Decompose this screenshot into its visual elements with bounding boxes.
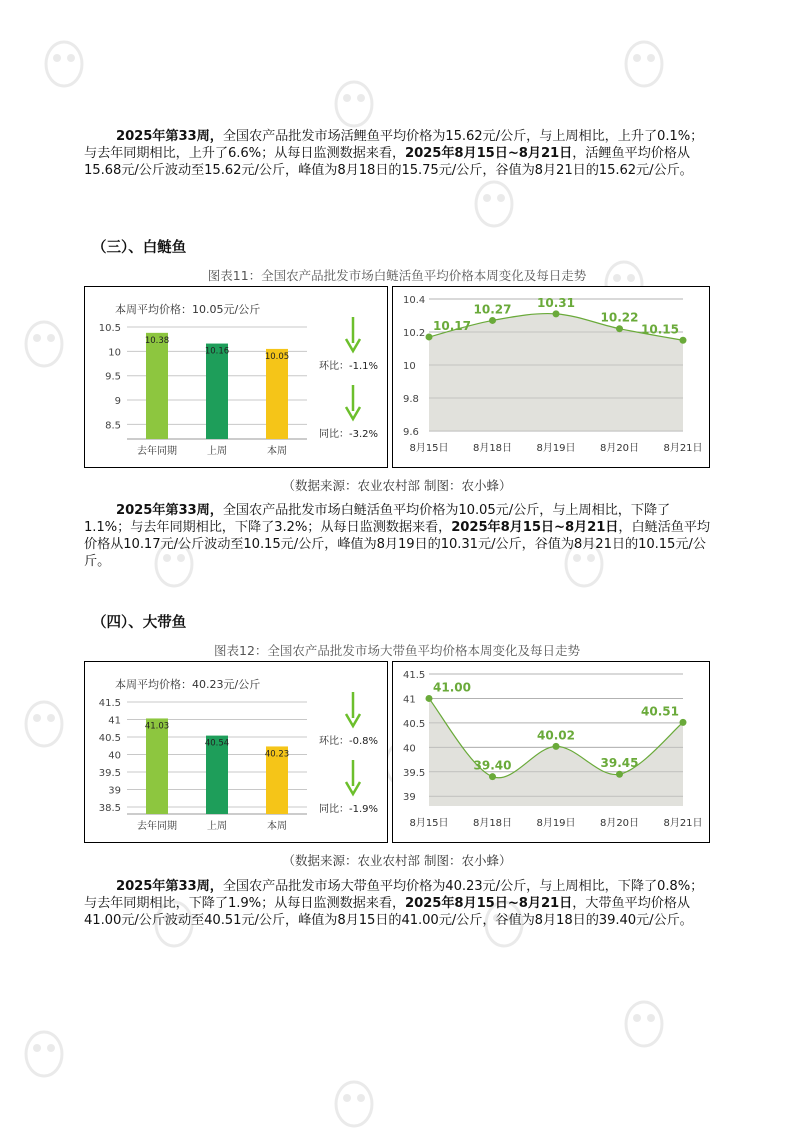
watermark-bee-eye [647, 1014, 655, 1022]
week-label: 2025年第33周， [116, 129, 223, 144]
line-chart-panel-hairtail [392, 661, 710, 843]
bar-chart-hairtail [85, 662, 387, 842]
data-value-label: 39.45 [600, 756, 639, 771]
y-tick-label: 40.5 [98, 733, 121, 744]
watermark-bee-eye [53, 54, 61, 62]
watermark-bee-eye [633, 54, 641, 62]
bar-chart-silver [85, 287, 387, 467]
data-value-label: 10.27 [473, 302, 512, 317]
paragraph-text: 全国农产品批发市场大带鱼平均价格为40.23元/公斤，与上周相比，下降了0.8%；与去年同期相比，下降了1.9%；从每日监测数据来看， [84, 879, 704, 911]
watermark-bee-icon [336, 1082, 372, 1126]
data-value-label: 10.15 [641, 322, 679, 337]
y-tick-label: 39.5 [403, 767, 426, 779]
y-tick-label: 40 [403, 743, 416, 755]
wow-change-label: 环比：-0.8% [319, 736, 379, 747]
yoy-change-label: 同比：-1.9% [319, 804, 379, 815]
watermark-bee-eye [647, 54, 655, 62]
y-tick-label: 41.5 [98, 698, 121, 709]
x-tick-label: 8月15日 [409, 443, 449, 454]
y-tick-label: 9.8 [403, 394, 419, 405]
y-tick-label: 10.2 [403, 328, 426, 339]
watermark-bee-eye [357, 1094, 365, 1102]
paragraph-hairtail [84, 878, 712, 929]
watermark-bee-icon [336, 82, 372, 126]
x-tick-label: 本周 [267, 446, 287, 457]
watermark-bee-eye [67, 54, 75, 62]
watermark-bee-eye [343, 94, 351, 102]
section-heading-silver-carp: （三）、白鲢鱼 [92, 240, 187, 256]
y-tick-label: 39.5 [98, 768, 121, 779]
x-tick-label: 上周 [207, 446, 227, 457]
y-tick-label: 8.5 [105, 420, 121, 432]
bar-0 [146, 718, 168, 814]
data-point [426, 695, 433, 702]
data-value-label: 10.31 [537, 295, 575, 310]
watermark-bee-eye [33, 1044, 41, 1052]
bar-value-label: 40.54 [204, 738, 230, 749]
data-value-label: 40.02 [537, 728, 575, 743]
paragraph-text: ，大带鱼平均价格从41.00元/公斤波动至40.51元/公斤，峰值为8月15日的41.00元/公斤，谷值为8月18日的39.40元/公斤。 [84, 896, 693, 928]
watermark-bee-icon [26, 322, 62, 366]
watermark-logo [620, 20, 740, 100]
x-tick-label: 8月20日 [599, 818, 640, 829]
data-point [616, 325, 623, 332]
y-tick-label: 38.5 [98, 803, 121, 814]
line-chart-silver [393, 287, 709, 467]
data-point [553, 743, 560, 750]
watermark-bee-icon [46, 42, 82, 86]
source-note: （数据来源：农业农村部 制图：农小蜂） [282, 478, 512, 493]
watermark-bee-eye [357, 94, 365, 102]
data-value-label: 39.40 [473, 758, 512, 773]
chart-title: 本周平均价格：40.23元/公斤 [115, 678, 261, 691]
yoy-change-label: 同比：-3.2% [319, 429, 379, 440]
data-point [616, 771, 623, 778]
x-tick-label: 上周 [207, 821, 227, 832]
y-tick-label: 40 [108, 750, 121, 762]
x-tick-label: 8月21日 [663, 443, 703, 454]
watermark-bee-icon [26, 1032, 62, 1076]
watermark-bee-eye [47, 334, 55, 342]
bar-value-label: 10.38 [144, 335, 170, 346]
x-tick-label: 去年同期 [137, 821, 177, 832]
x-tick-label: 本周 [267, 821, 287, 832]
data-value-label: 41.00 [433, 680, 471, 695]
bar-chart-panel-hairtail [84, 661, 388, 843]
date-range: 2025年8月15日~8月21日 [405, 896, 573, 911]
bar-value-label: 10.16 [204, 346, 230, 357]
x-tick-label: 8月18日 [472, 443, 513, 454]
paragraph-text: ，白鲢活鱼平均价格从10.17元/公斤波动至10.15元/公斤，峰值为8月19日的10.31元/公斤，谷值为8月21日的10.15元/公斤。 [84, 520, 710, 569]
watermark-logo [40, 20, 160, 100]
watermark-bee-eye [497, 194, 505, 202]
watermark-bee-eye [33, 334, 41, 342]
bar-value-label: 10.05 [264, 351, 290, 362]
paragraph-silver-carp [84, 502, 712, 570]
watermark-bee-icon [476, 182, 512, 226]
watermark-bee-eye [47, 1044, 55, 1052]
week-label: 2025年第33周， [116, 879, 223, 894]
bar-2 [266, 349, 288, 439]
watermark-bee-icon [626, 1002, 662, 1046]
watermark-bee-eye [33, 714, 41, 722]
source-note: （数据来源：农业农村部 制图：农小蜂） [282, 853, 512, 868]
y-tick-label: 9 [114, 396, 121, 408]
bar-value-label: 41.03 [144, 721, 170, 732]
date-range: 2025年8月15日~8月21日 [451, 520, 619, 535]
y-tick-label: 39 [403, 792, 416, 804]
date-range: 2025年8月15日~8月21日 [405, 146, 573, 161]
y-tick-label: 39 [108, 785, 121, 797]
paragraph-text: ，活鲤鱼平均价格从15.68元/公斤波动至15.62元/公斤，峰值为8月18日的15.75元/公斤，谷值为8月21日的15.62元/公斤。 [84, 146, 693, 178]
figure-caption-11: 图表11：全国农产品批发市场白鲢活鱼平均价格本周变化及每日走势 [207, 268, 587, 283]
y-tick-label: 40.5 [403, 718, 426, 730]
data-point [489, 317, 496, 324]
data-point [489, 773, 496, 780]
x-tick-label: 8月15日 [409, 818, 449, 829]
data-value-label: 40.51 [641, 704, 679, 719]
paragraph-text: 全国农产品批发市场活鲤鱼平均价格为15.62元/公斤，与上周相比，上升了0.1%；与去年同期相比，上升了6.6%；从每日监测数据来看， [84, 129, 704, 161]
y-tick-label: 10.4 [403, 295, 426, 306]
x-tick-label: 8月19日 [536, 443, 576, 454]
bar-1 [206, 344, 228, 439]
watermark-bee-eye [483, 194, 491, 202]
watermark-bee-eye [633, 1014, 641, 1022]
data-point [553, 310, 560, 317]
y-tick-label: 10.5 [98, 323, 121, 334]
chart-title: 本周平均价格：10.05元/公斤 [115, 303, 261, 316]
y-tick-label: 10 [108, 347, 121, 359]
x-tick-label: 去年同期 [137, 446, 177, 457]
watermark-bee-eye [343, 1094, 351, 1102]
y-tick-label: 41 [108, 715, 121, 727]
watermark-logo [330, 1060, 450, 1140]
y-tick-label: 9.5 [105, 371, 121, 383]
watermark-logo [620, 980, 740, 1060]
watermark-bee-icon [26, 702, 62, 746]
paragraph-text: 全国农产品批发市场白鲢活鱼平均价格为10.05元/公斤，与上周相比，下降了1.1%；与去年同期相比，下降了3.2%；从每日监测数据来看， [84, 503, 671, 535]
bar-chart-panel-silver [84, 286, 388, 468]
watermark-logo [20, 1010, 140, 1090]
data-value-label: 10.17 [433, 318, 471, 333]
wow-change-label: 环比：-1.1% [319, 361, 379, 372]
section-heading-hairtail: （四）、大带鱼 [92, 615, 187, 631]
x-tick-label: 8月21日 [663, 818, 703, 829]
data-point [426, 333, 433, 340]
bar-value-label: 40.23 [264, 749, 290, 760]
paragraph-carp [84, 128, 712, 179]
data-value-label: 10.22 [600, 310, 639, 325]
watermark-bee-icon [626, 42, 662, 86]
y-tick-label: 10 [403, 361, 416, 372]
line-chart-panel-silver [392, 286, 710, 468]
line-chart-hairtail [393, 662, 709, 842]
week-label: 2025年第33周， [116, 503, 223, 518]
x-tick-label: 8月20日 [599, 443, 640, 454]
bar-0 [146, 333, 168, 439]
x-tick-label: 8月19日 [536, 818, 576, 829]
figure-caption-12: 图表12：全国农产品批发市场大带鱼平均价格本周变化及每日走势 [214, 643, 580, 658]
watermark-bee-eye [47, 714, 55, 722]
data-point [680, 337, 687, 344]
y-tick-label: 9.6 [403, 427, 419, 438]
data-point [680, 719, 687, 726]
y-tick-label: 41.5 [403, 670, 426, 681]
x-tick-label: 8月18日 [472, 818, 513, 829]
y-tick-label: 41 [403, 694, 416, 706]
